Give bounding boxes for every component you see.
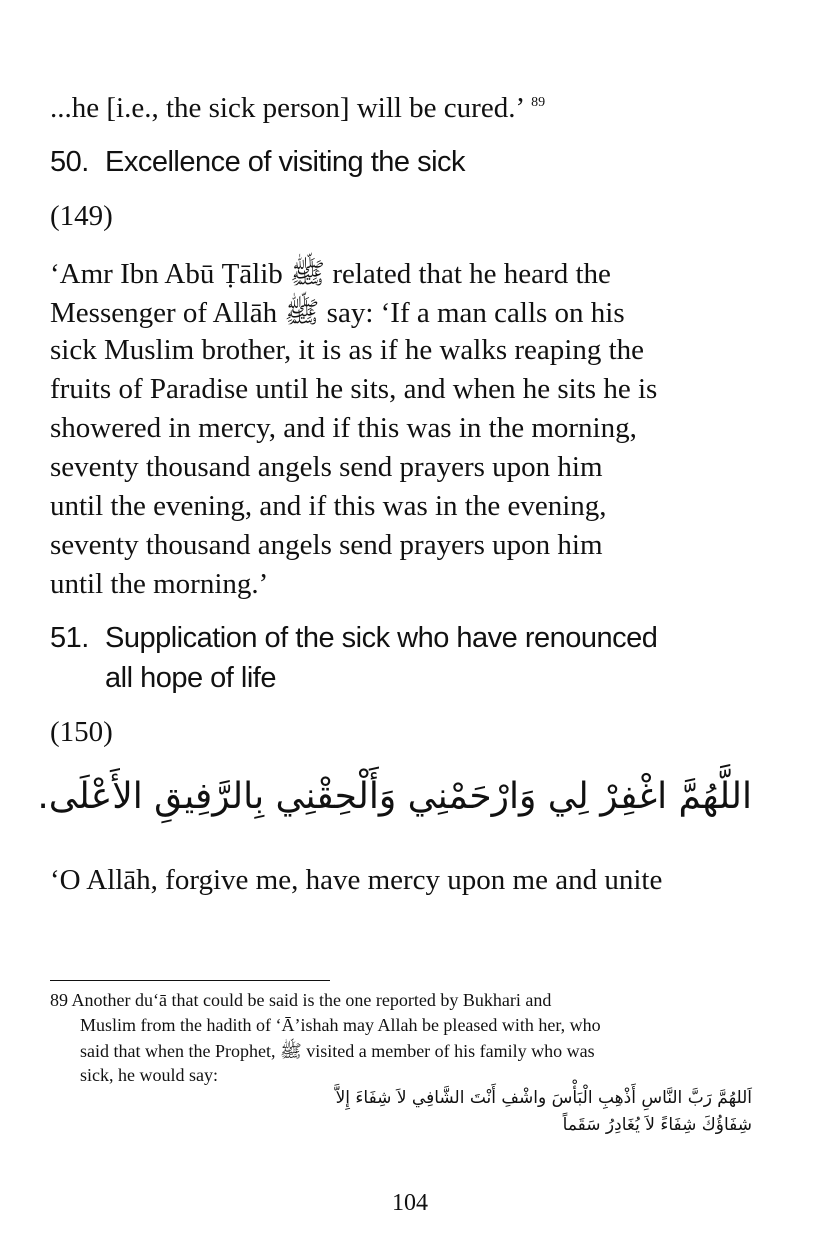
footnote-divider xyxy=(50,980,330,981)
section-title-continued: all hope of life xyxy=(105,662,276,694)
continued-text: ...he [i.e., the sick person] will be cured.’ xyxy=(50,92,526,124)
footnote-arabic-line: شِفَاؤُكَ شِفَاءً لاَ يُغَادِرُ سَقَماً xyxy=(562,1115,752,1135)
section-heading-51 xyxy=(50,622,657,655)
hadith-text-line: seventy thousand angels send prayers upon him xyxy=(50,529,603,561)
hadith-text-line: until the morning.’ xyxy=(50,568,269,600)
footnote-line: sick, he would say: xyxy=(80,1065,218,1085)
footnote-line: said that when the Prophet, ﷺ visited a member of his family who was xyxy=(80,1041,595,1061)
hadith-text-line: sick Muslim brother, it is as if he walks reaping the xyxy=(50,334,645,366)
footnote-ref: 89 xyxy=(531,95,546,111)
section-number: 50. xyxy=(50,146,89,178)
section-number: 51. xyxy=(50,622,89,654)
arabic-supplication: اللَّهُمَّ اغْفِرْ لِي وَارْحَمْنِي وَأَلْحِقْنِي بِالرَّفِيقِ الأَعْلَى. xyxy=(37,776,752,817)
continued-text-line xyxy=(50,92,545,125)
hadith-text-line: showered in mercy, and if this was in the morning, xyxy=(50,412,637,444)
footnote-line: Muslim from the hadith of ‘Ā’ishah may Allah be pleased with her, who xyxy=(80,1015,601,1035)
hadith-number: (150) xyxy=(50,716,113,748)
section-title: Excellence of visiting the sick xyxy=(105,146,466,178)
hadith-text-line: ‘Amr Ibn Abū Ṭālib ﷺ related that he heard the xyxy=(50,258,611,290)
translation-text: ‘O Allāh, forgive me, have mercy upon me and unite xyxy=(50,864,663,896)
hadith-number: (149) xyxy=(50,200,113,232)
footnote-arabic-line: اَللهُمَّ رَبَّ النَّاسِ أَذْهِبِ الْبَأْسَ واشْفِ أَنْتَ الشَّافِي لاَ شِفَاءَ إِلاَّ xyxy=(335,1088,752,1108)
hadith-text-line: fruits of Paradise until he sits, and when he sits he is xyxy=(50,373,658,405)
section-heading-50 xyxy=(50,146,465,179)
hadith-text-line: seventy thousand angels send prayers upon him xyxy=(50,451,603,483)
footnote-line: 89 Another du‘ā that could be said is the one reported by Bukhari and xyxy=(50,990,552,1010)
page-number: 104 xyxy=(392,1190,428,1216)
hadith-text-line: Messenger of Allāh ﷺ say: ‘If a man calls on his xyxy=(50,297,625,329)
section-title: Supplication of the sick who have renounced xyxy=(105,622,658,654)
hadith-text-line: until the evening, and if this was in the evening, xyxy=(50,490,607,522)
